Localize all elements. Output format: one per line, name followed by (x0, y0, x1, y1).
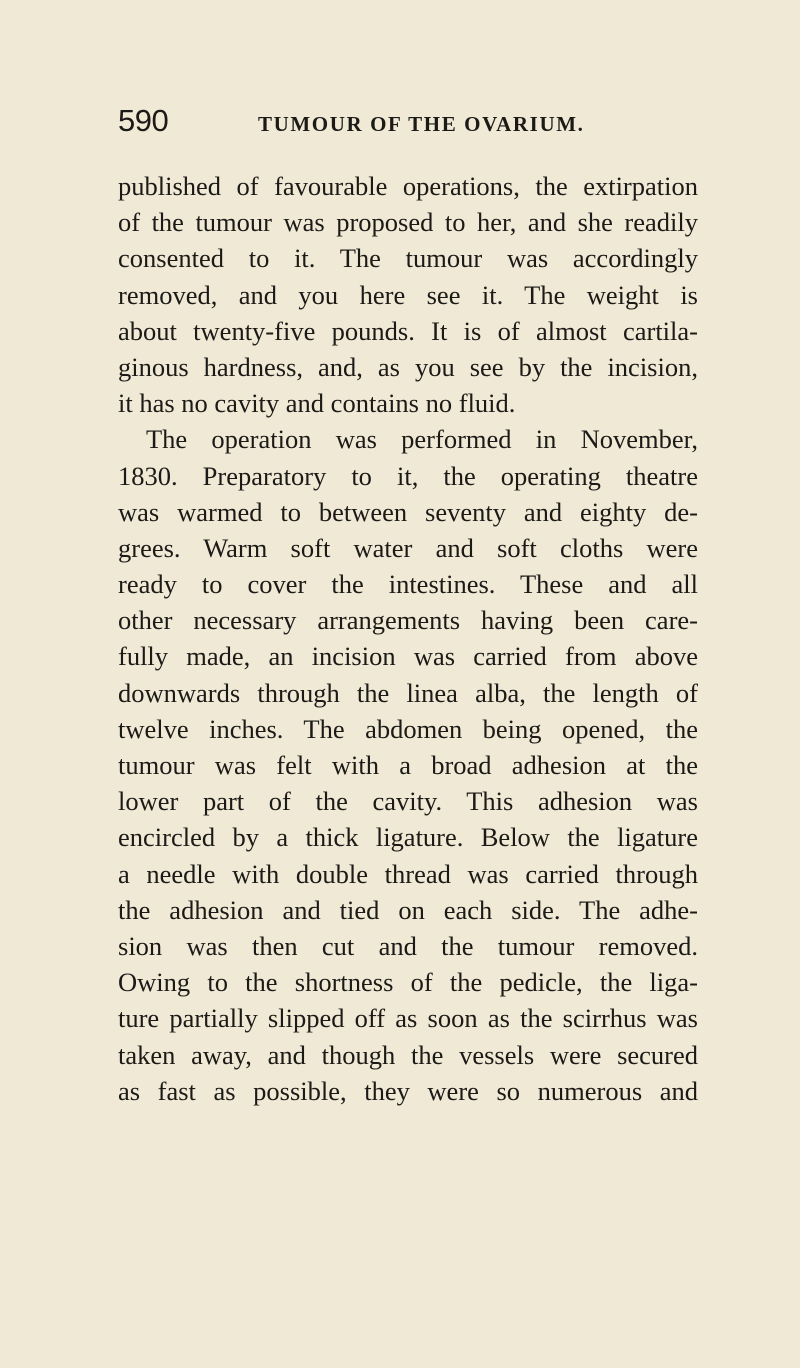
running-title: TUMOUR OF THE OVARIUM. (258, 112, 585, 136)
text-line: lower part of the cavity. This adhesion was (118, 786, 698, 817)
text-line: downwards through the linea alba, the length of (118, 677, 698, 708)
text-line: Owing to the shortness of the pedicle, the liga- (118, 967, 698, 998)
text-line: it has no cavity and contains no fluid. (118, 388, 516, 419)
text-line: published of favourable operations, the extirpation (118, 171, 698, 201)
text-line: other necessary arrangements having been care- (118, 605, 698, 636)
text-line: taken away, and though the vessels were secured (118, 1039, 698, 1070)
running-head (118, 103, 698, 143)
text-line: about twenty-five pounds. It is of almost cartila- (118, 315, 698, 346)
text-line: a needle with double thread was carried through (118, 858, 698, 889)
text-line: ready to cover the intestines. These and all (118, 569, 698, 600)
text-line: of the tumour was proposed to her, and she readily (118, 207, 698, 238)
text-line: ture partially slipped off as soon as the scirrhus was (118, 1003, 698, 1034)
text-line: was warmed to between seventy and eighty de- (118, 496, 698, 527)
text-line: the adhesion and tied on each side. The adhe- (118, 894, 698, 925)
text-line: The operation was performed in November, (146, 424, 698, 455)
page-number: 590 (118, 103, 169, 138)
text-line: twelve inches. The abdomen being opened, the (118, 713, 698, 744)
text-line: tumour was felt with a broad adhesion at the (118, 750, 698, 780)
text-line: as fast as possible, they were so numerous and (118, 1075, 698, 1106)
text-line: encircled by a thick ligature. Below the ligature (118, 822, 698, 853)
text-line: consented to it. The tumour was accordingly (118, 243, 698, 274)
text-line: removed, and you here see it. The weight is (118, 279, 698, 310)
text-line: fully made, an incision was carried from above (118, 641, 698, 672)
text-line: sion was then cut and the tumour removed. (118, 930, 698, 961)
body-text (118, 168, 698, 1109)
text-line: grees. Warm soft water and soft cloths were (118, 532, 698, 563)
text-line: ginous hardness, and, as you see by the incision, (118, 351, 698, 382)
text-line: 1830. Preparatory to it, the operating theatre (118, 460, 698, 491)
